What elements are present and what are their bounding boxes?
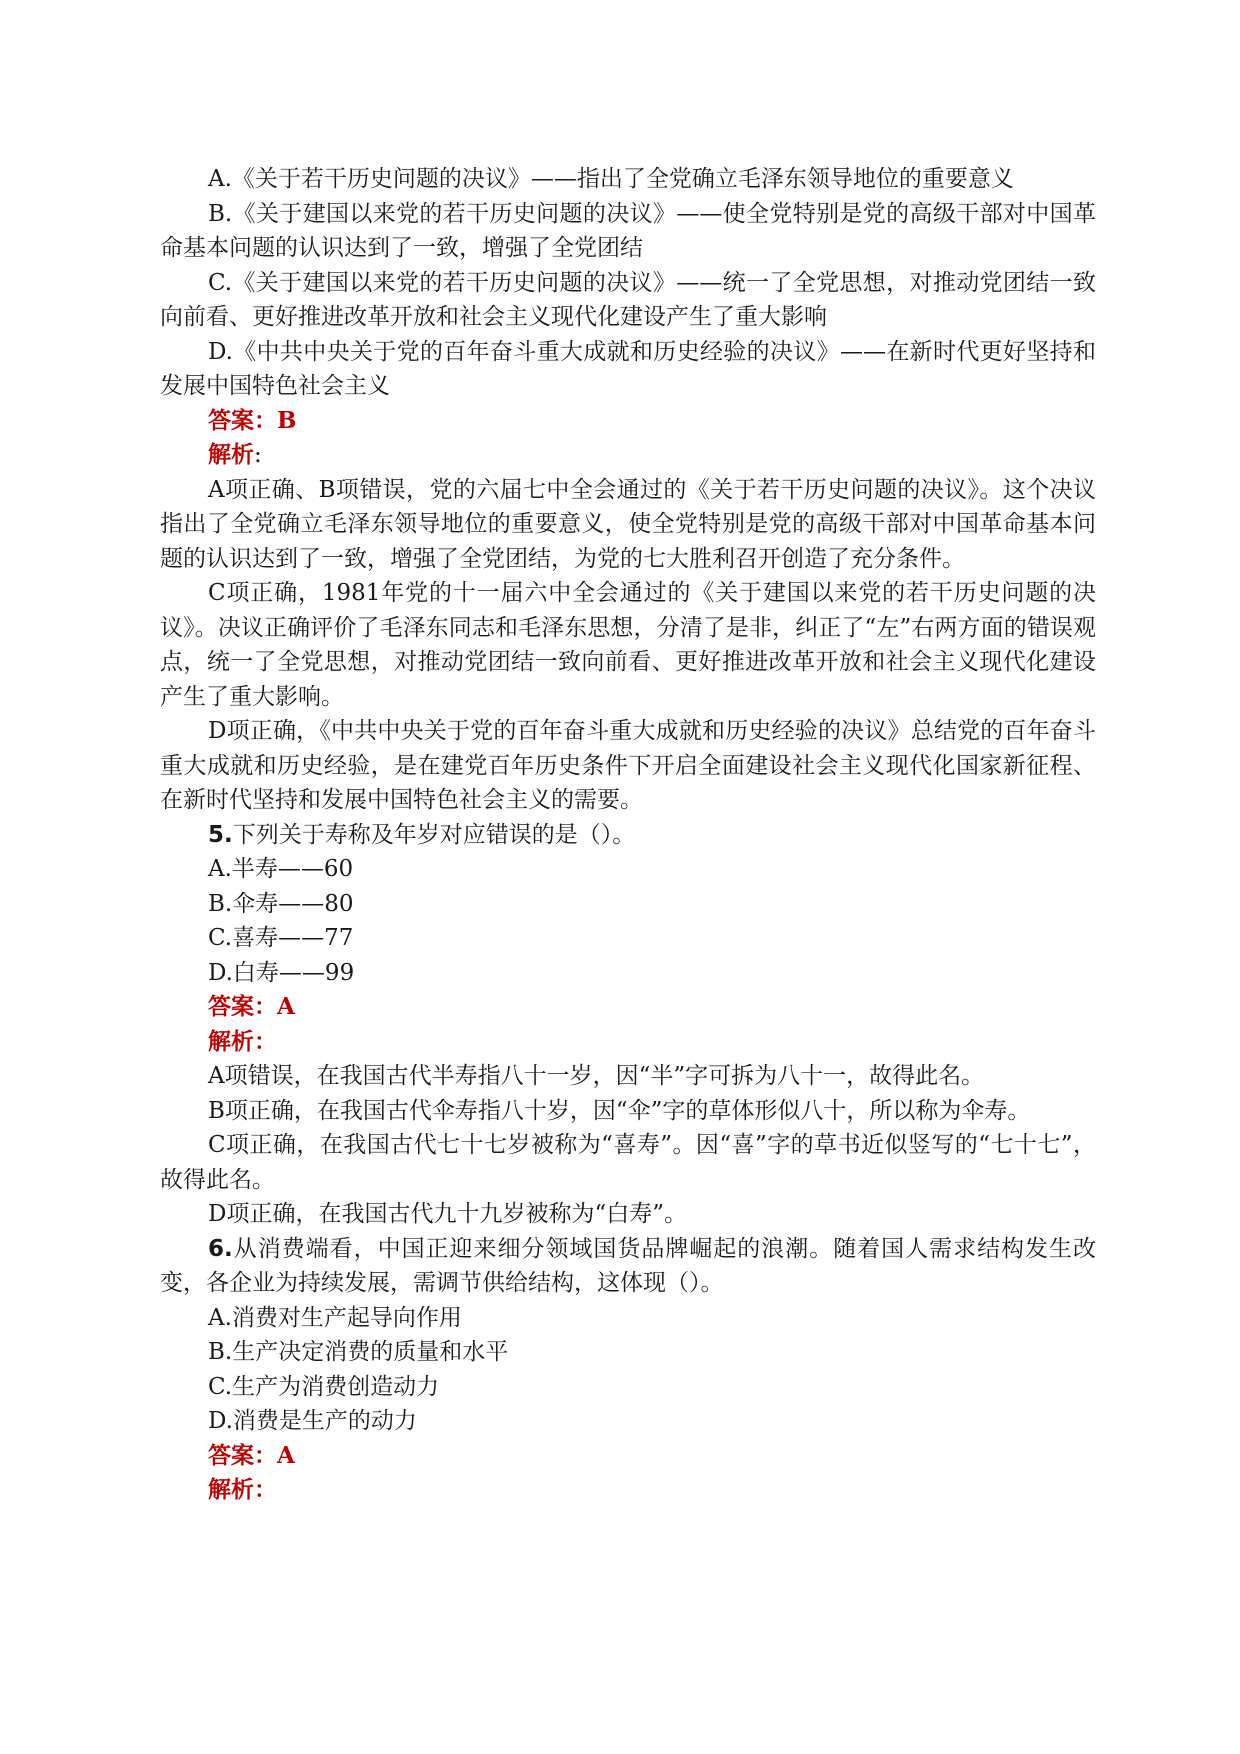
q5-answer-label: 答案： (208, 993, 277, 1020)
q4-analysis-heading (160, 438, 1096, 473)
q6-analysis-label: 解析： (208, 1476, 277, 1503)
q6-option-b: B.生产决定消费的质量和水平 (208, 1339, 509, 1365)
q4-answer-label: 答案： (208, 406, 277, 434)
q5-analysis-b: B项正确，在我国古代伞寿指八十岁，因“伞”字的草体形似八十，所以称为伞寿。 (208, 1097, 1031, 1124)
q5-option-d: D.白寿——99 (208, 959, 355, 986)
q5-stem (160, 818, 1096, 853)
q6-stem (160, 1232, 1096, 1301)
q4-option-b: B.《关于建国以来党的若干历史问题的决议》——使全党特别是党的高级干部对中国革命基本问题的认识达到了一致，增强了全党团结 (160, 200, 1096, 261)
q5-analysis-c: C项正确，在我国古代七十七岁被称为“喜寿”。因“喜”字的草书近似竖写的“七十七”，故得此名。 (160, 1132, 1096, 1193)
q4-answer-value: B (277, 406, 297, 434)
q5-option-a: A.半寿——60 (208, 856, 354, 882)
q4-option-a: A.《关于若干历史问题的决议》——指出了全党确立毛泽东领导地位的重要意义 (208, 166, 1014, 192)
q6-answer-label: 答案： (208, 1441, 277, 1469)
q5-answer-value: A (277, 993, 295, 1020)
q6-option-d: D.消费是生产的动力 (208, 1408, 417, 1434)
q5-analysis-d: D项正确，在我国古代九十九岁被称为“白寿”。 (208, 1201, 687, 1227)
q5-option-c: C.喜寿——77 (208, 925, 354, 951)
q6-answer (160, 1439, 1096, 1474)
q6-option-c: C.生产为消费创造动力 (208, 1373, 440, 1400)
q6-option-a: A.消费对生产起导向作用 (208, 1304, 462, 1331)
q5-answer (160, 990, 1096, 1025)
q5-analysis-a: A项错误，在我国古代半寿指八十一岁，因“半”字可拆为八十一，故得此名。 (208, 1063, 985, 1089)
q4-analysis-ab: A项正确、B项错误，党的六届七中全会通过的《关于若干历史问题的决议》。这个决议指出了全党确立毛泽东领导地位的重要意义，使全党特别是党的高级干部对中国革命基本问题的认识达到了一致，增强了全党团结，为党的七大胜利召开创造了充分条件。 (160, 476, 1096, 572)
q4-analysis-colon: : (254, 442, 262, 468)
q5-number: 5. (208, 821, 233, 848)
q4-analysis-d: D项正确，《中共中央关于党的百年奋斗重大成就和历史经验的决议》总结党的百年奋斗重大成就和历史经验，是在建党百年历史条件下开启全面建设社会主义现代化国家新征程、在新时代坚持和发展中国特色社会主义的需要。 (160, 718, 1096, 813)
q4-analysis-c: C项正确，1981年党的十一届六中全会通过的《关于建国以来党的若干历史问题的决议》。决议正确评价了毛泽东同志和毛泽东思想，分清了是非，纠正了“左”右两方面的错误观点，统一了全党思想，对推动党团结一致向前看、更好推进改革开放和社会主义现代化建设产生了重大影响。 (160, 580, 1096, 710)
q4-option-c: C.《关于建国以来党的若干历史问题的决议》——统一了全党思想，对推动党团结一致向前看、更好推进改革开放和社会主义现代化建设产生了重大影响 (160, 269, 1096, 330)
q6-stem-text: 从消费端看，中国正迎来细分领域国货品牌崛起的浪潮。随着国人需求结构发生改变，各企业为持续发展，需调节供给结构，这体现（）。 (160, 1235, 1096, 1296)
q5-option-b: B.伞寿——80 (208, 890, 354, 917)
q5-analysis-label: 解析： (208, 1027, 277, 1055)
q6-answer-value: A (277, 1441, 295, 1469)
q4-option-d: D.《中共中央关于党的百年奋斗重大成就和历史经验的决议》——在新时代更好坚持和发展中国特色社会主义 (160, 338, 1096, 399)
q6-number: 6. (208, 1235, 233, 1262)
q4-answer (160, 404, 1096, 439)
q4-analysis-label: 解析 (208, 441, 254, 468)
q5-stem-text: 下列关于寿称及年岁对应错误的是（）。 (232, 821, 636, 848)
